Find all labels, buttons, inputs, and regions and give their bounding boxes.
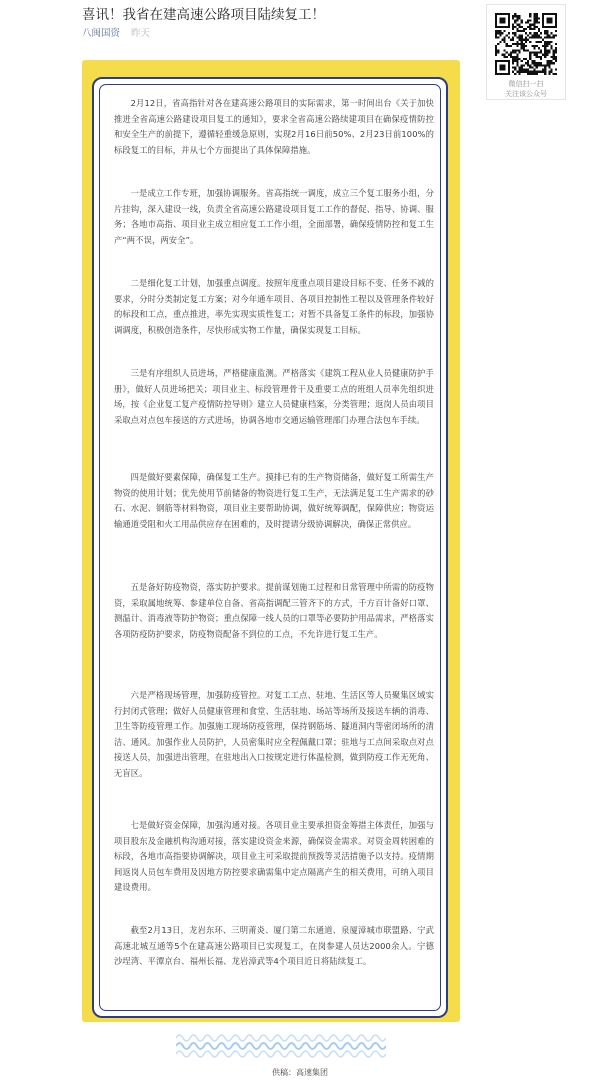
paragraph-intro: 2月12日，省高指针对各在建高速公路项目的实际需求，第一时间出台《关于加快推进全省高速公路建设项目复工的通知》，要求全省高速公路续建项目在确保疫情防控和安全生产的前提下，遵循轻重缓急原则，实现2月16日前50%、2月23日前100%的标段复工的目标，并从七个方面提出了具体保障措施。 — [114, 98, 434, 155]
paragraph-measure-3: 三是有序组织人员进场，严格健康监测。严格落实《建筑工程从业人员健康防护手册》，做好人员进场把关；项目业主、标段管理骨干及重要工点的班组人员率先组织进场，按《企业复工复产疫情防控导则》建立人员健康档案，分类管理；返岗人员由项目采取点对点包车接送的方式进场，协调各地市交通运输管理部门办理合法包车手续。 — [114, 368, 434, 425]
qr-card[interactable] — [486, 4, 566, 100]
article-title: 喜讯！我省在建高速公路项目陆续复工！ — [82, 7, 325, 23]
paragraph-measure-7: 七是做好资金保障，加强沟通对接。各项目业主要承担资金筹措主体责任，加强与项目股东及金融机构沟通对接，落实建设资金来源，确保资金需求。对资金周转困难的标段，各地市高指要协调解决，项目业主可采取提前预拨等灵活措施予以支持。疫情期间返岗人员包车费用及因地方防控要求确需集中定点隔离产生的相关费用，可纳入项目建设费用。 — [114, 820, 434, 893]
paragraph-measure-6: 六是严格现场管理，加强防疫管控。对复工工点、驻地、生活区等人员聚集区域实行封闭式管理；做好人员健康管理和食堂、生活驻地、场站等场所及接送车辆的消毒、卫生等防疫管理工作。加强施工现场防疫管理，保持钢筋场、隧道洞内等密闭场所的清洁、通风。加强作业人员防护，人员密集时应全程佩戴口罩；驻地与工点间采取点对点接送人员，加强进出管理，在驻地出入口按规定进行体温检测，做到防疫工作无死角、无盲区。 — [114, 690, 434, 778]
qr-caption-line2: 关注该公众号 — [505, 90, 547, 98]
credit-line: 供稿：高速集团 — [272, 1068, 328, 1077]
wave-decoration — [176, 1030, 386, 1060]
qr-code-image — [495, 13, 557, 75]
paragraph-measure-2: 二是细化复工计划，加强重点调度。按照年度重点项目建设目标不变、任务不减的要求，分时分类制定复工方案；对今年通车项目、各项目控制性工程以及管理条件较好的标段和工点，重点推进，率先实现实质性复工；对暂不具备复工条件的标段，加强协调调度，积极创造条件，尽快形成实物工作量，确保实现复工目标。 — [114, 278, 434, 335]
article-meta — [82, 27, 150, 41]
paragraph-measure-4: 四是做好要素保障，确保复工生产。摸排已有的生产物资储备，做好复工所需生产物资的使用计划；优先使用节前储备的物资进行复工生产，无法满足复工生产需求的砂石、水泥、钢筋等材料物资，项目业主要帮助协调，做好统筹调配，保障供应；物资运输通道受阻和火工用品供应存在困难的，及时提请分级协调解决，确保正常供应。 — [114, 472, 434, 529]
publish-time: 昨天 — [131, 28, 151, 39]
paragraph-summary: 截至2月13日，龙岩东环、三明莆炎、厦门第二东通道、泉厦漳城市联盟路、宁武高速北城互通等5个在建高速公路项目已实现复工，在岗参建人员达2000余人。宁德沙埕湾、平潭京台、福州长福、龙岩漳武等4个项目近日将陆续复工。 — [114, 925, 434, 967]
paragraph-measure-1: 一是成立工作专班，加强协调服务。省高指统一调度，成立三个复工服务小组，分片挂钩，深入建设一线，负责全省高速公路建设项目复工工作的督促、指导、协调、服务；各地市高指、项目业主成立相应复工工作小组，全面部署，确保疫情防控和复工生产“两不误，两安全”。 — [114, 188, 434, 245]
paragraph-measure-5: 五是备好防疫物资，落实防护要求。提前谋划施工过程和日常管理中所需的防疫物资，采取属地统筹、参建单位自备、省高指调配三管齐下的方式，千方百计备好口罩、测温计、消毒液等防护物资；重点保障一线人员的口罩等必要防护用品需求，严格落实各项防疫防护要求，防疫物资配备不到位的工点，不允许进行复工生产。 — [114, 582, 434, 639]
account-name-link[interactable]: 八闽国资 — [82, 28, 121, 39]
qr-caption-line1: 微信扫一扫 — [508, 80, 544, 88]
